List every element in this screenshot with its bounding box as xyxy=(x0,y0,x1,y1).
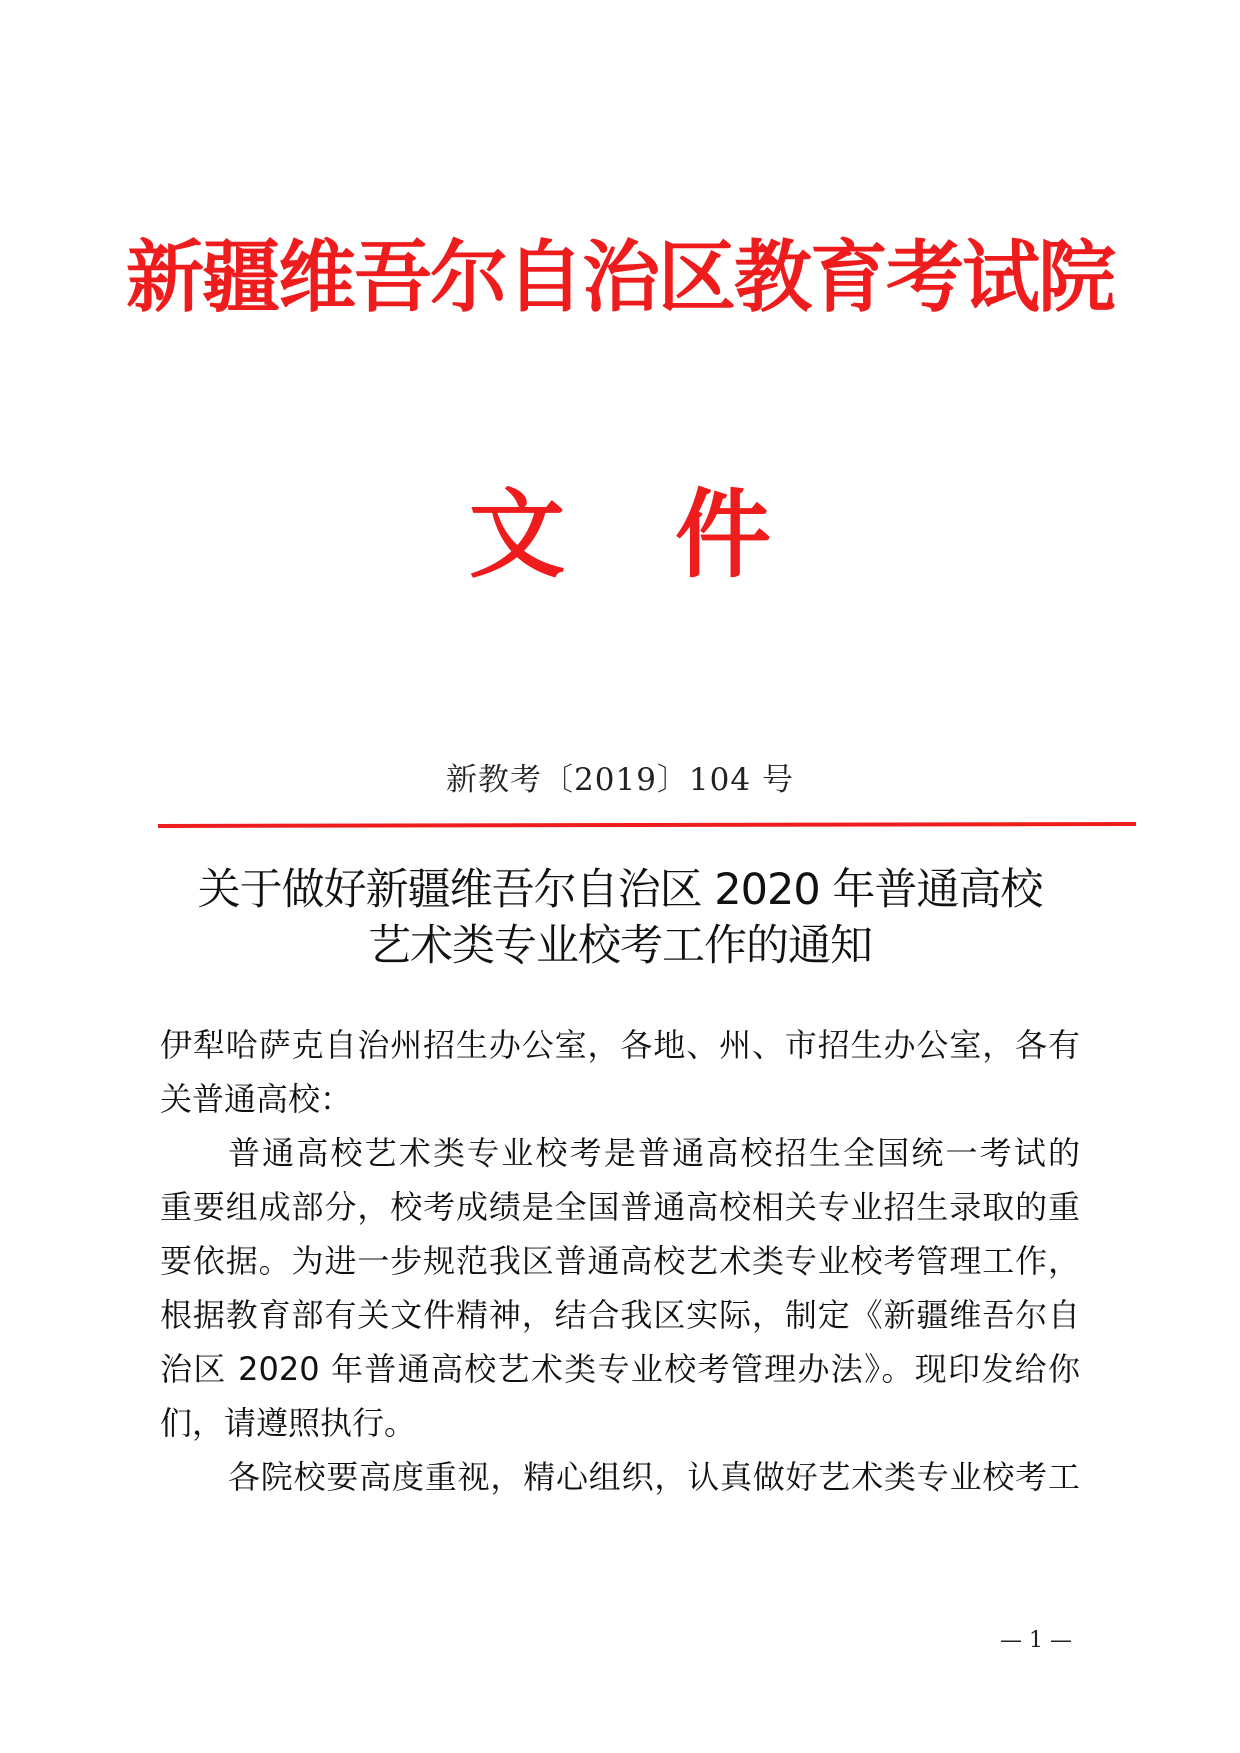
document-number: 新教考〔2019〕104 号 xyxy=(446,762,794,798)
notice-title-line-1: 关于做好新疆维吾尔自治区 2020 年普通高校 xyxy=(197,865,1043,915)
body-line: 重要组成部分，校考成绩是全国普通高校相关专业招生录取的重 xyxy=(160,1188,1080,1226)
body-line-paragraph-1: 普通高校艺术类专业校考是普通高校招生全国统一考试的 xyxy=(228,1134,1080,1172)
body-line: 们，请遵照执行。 xyxy=(160,1404,417,1442)
issuing-organization-header: 新疆维吾尔自治区教育考试院 xyxy=(125,233,1114,323)
document-type-label: 文件 xyxy=(469,479,881,591)
red-divider-line xyxy=(158,822,1136,828)
body-line-addressees: 伊犁哈萨克自治州招生办公室，各地、州、市招生办公室，各有 xyxy=(160,1026,1080,1064)
notice-title-line-2: 艺术类专业校考工作的通知 xyxy=(368,921,872,971)
body-line: 要依据。为进一步规范我区普通高校艺术类专业校考管理工作， xyxy=(160,1242,1080,1280)
body-line: 治区 2020 年普通高校艺术类专业校考管理办法》。现印发给你 xyxy=(160,1350,1080,1388)
body-line-addressees-cont: 关普通高校： xyxy=(160,1080,353,1118)
page-number: — 1 — xyxy=(1000,1628,1072,1653)
body-line: 根据教育部有关文件精神，结合我区实际，制定《新疆维吾尔自 xyxy=(160,1296,1080,1334)
body-line-paragraph-2: 各院校要高度重视，精心组织，认真做好艺术类专业校考工 xyxy=(228,1458,1080,1496)
